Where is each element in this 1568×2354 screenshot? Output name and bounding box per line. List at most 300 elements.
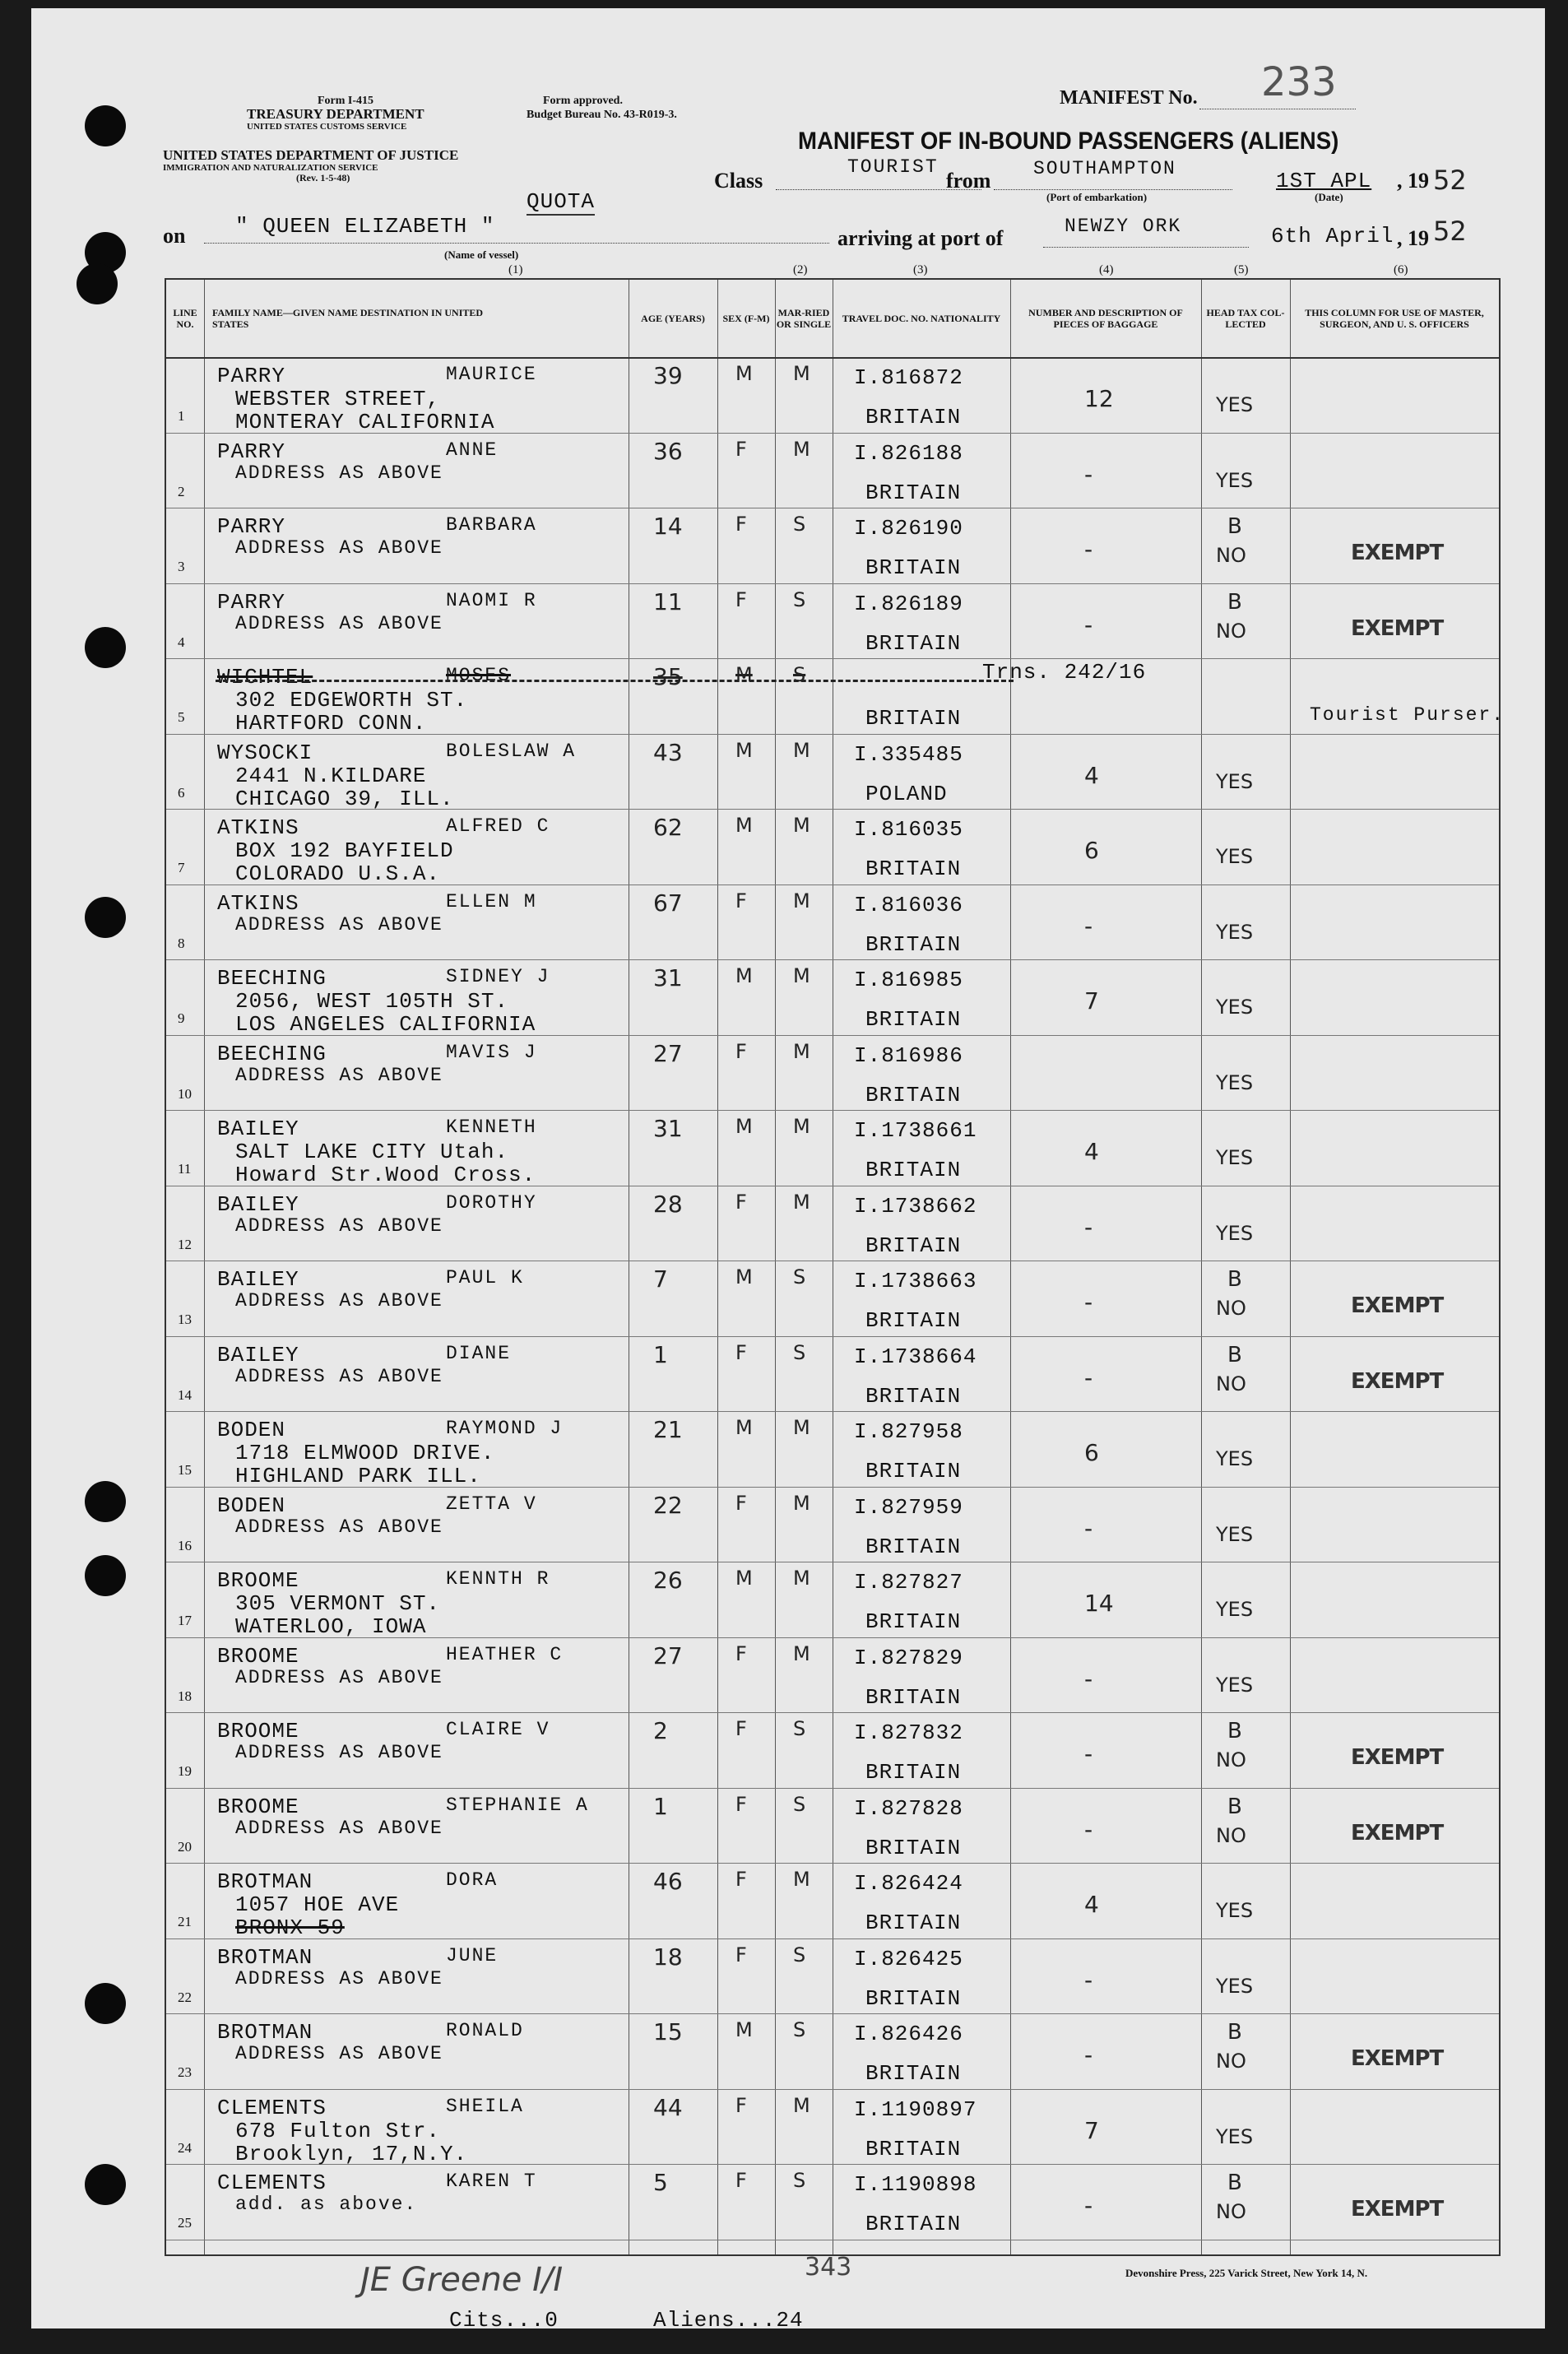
binder-hole [85, 1481, 126, 1522]
marital-status: S [793, 2018, 806, 2041]
address-line-1: ADDRESS AS ABOVE [235, 537, 443, 559]
table-row [166, 2013, 1499, 2090]
travel-doc-no: I.826190 [854, 516, 963, 541]
marital-status: M [793, 1416, 810, 1439]
surname: BROTMAN [217, 1944, 313, 1970]
manifest-title: MANIFEST OF IN-BOUND PASSENGERS (ALIENS) [798, 128, 1339, 155]
marital-status: M [793, 889, 810, 912]
nationality: BRITAIN [865, 2061, 962, 2086]
sex: F [735, 1491, 747, 1515]
baggage: 4 [1084, 1138, 1099, 1165]
binder-hole [85, 2164, 126, 2205]
arriving-field [1043, 247, 1249, 248]
given-name: MAURICE [446, 364, 537, 385]
given-name: MOSES [446, 665, 512, 686]
given-name: KENNETH [446, 1117, 537, 1138]
given-name: CLAIRE V [446, 1719, 550, 1740]
header-married: MAR-RIED OR SINGLE [775, 280, 833, 359]
surname: CLEMENTS [217, 2095, 327, 2120]
head-tax: YES [1216, 845, 1254, 868]
nationality: BRITAIN [865, 1233, 962, 1258]
surname: PARRY [217, 589, 286, 615]
age: 14 [653, 513, 683, 540]
given-name: STEPHANIE A [446, 1794, 589, 1816]
surname: ATKINS [217, 890, 299, 916]
travel-doc-no: I.826426 [854, 2022, 963, 2046]
dept-treasury-sub: UNITED STATES CUSTOMS SERVICE [247, 122, 407, 132]
sex: F [735, 2093, 747, 2117]
marital-status: S [793, 1340, 806, 1364]
table-row [166, 1562, 1499, 1638]
line-number: 8 [178, 935, 185, 951]
baggage: - [1084, 611, 1093, 638]
head-tax-mark: B [1227, 1719, 1242, 1743]
sex: F [735, 889, 747, 912]
officer-note: EXEMPT [1351, 2046, 1444, 2071]
head-tax: YES [1216, 1522, 1254, 1546]
nationality: POLAND [865, 781, 948, 806]
arrival-date: 6th April [1271, 224, 1394, 248]
nationality: BRITAIN [865, 1082, 962, 1107]
officer-note: EXEMPT [1351, 541, 1444, 565]
travel-doc-no: I.1738664 [854, 1344, 977, 1369]
given-name: DOROTHY [446, 1191, 537, 1214]
nationality: BRITAIN [865, 1459, 962, 1483]
surname: BAILEY [217, 1267, 299, 1292]
table-row [166, 508, 1499, 584]
baggage: 6 [1084, 837, 1099, 864]
surname: ATKINS [217, 815, 299, 840]
manifest-no-field [1199, 107, 1356, 109]
travel-doc-no: I.826424 [854, 1871, 963, 1896]
nationality: BRITAIN [865, 555, 962, 580]
address-line-2: WATERLOO, IOWA [235, 1614, 427, 1639]
printer-imprint: Devonshire Press, 225 Varick Street, New York 14, N. [1125, 2267, 1368, 2279]
given-name: KAREN T [446, 2171, 537, 2192]
cits-count: Cits...0 [449, 2308, 559, 2328]
surname: CLEMENTS [217, 2171, 327, 2195]
travel-doc-no: I.827829 [854, 1645, 963, 1670]
sex: M [735, 1567, 753, 1590]
travel-doc-no: I.1738663 [854, 1269, 977, 1293]
table-row [166, 2164, 1499, 2240]
binder-hole [85, 627, 126, 668]
col-number: (2) [793, 263, 808, 276]
year2-prefix: , 19 [1397, 226, 1429, 250]
baggage: - [1084, 2192, 1093, 2219]
address-line-2: Howard Str.Wood Cross. [235, 1163, 536, 1187]
address-line-1: ADDRESS AS ABOVE [235, 1290, 443, 1312]
nationality: BRITAIN [865, 1534, 962, 1559]
table-row [166, 1035, 1499, 1112]
given-name: ALFRED C [446, 815, 550, 837]
nationality: BRITAIN [865, 480, 962, 505]
age: 27 [653, 1039, 683, 1067]
address-line-1: 1057 HOE AVE [235, 1892, 400, 1917]
head-tax: YES [1216, 1598, 1254, 1621]
table-row [166, 433, 1499, 509]
line-number: 12 [178, 1236, 192, 1252]
travel-doc-no: I.816986 [854, 1042, 963, 1068]
passenger-table [165, 278, 1505, 2256]
nationality: BRITAIN [865, 2212, 962, 2236]
given-name: NAOMI R [446, 589, 537, 611]
line-number: 15 [178, 1462, 192, 1478]
baggage: - [1084, 2041, 1093, 2068]
binder-hole [85, 105, 126, 146]
nationality: BRITAIN [865, 931, 962, 957]
sex: M [735, 362, 753, 385]
date-caption: (Date) [1315, 191, 1343, 203]
line-number: 10 [178, 1085, 192, 1102]
age: 43 [653, 738, 683, 766]
port-embarkation: SOUTHAMPTON [1033, 158, 1176, 179]
travel-doc-no: I.1738662 [854, 1193, 977, 1219]
age: 11 [653, 587, 683, 615]
address-line-1: ADDRESS AS ABOVE [235, 1214, 443, 1237]
age: 35 [653, 663, 683, 690]
on-label: on [163, 224, 186, 248]
baggage: - [1084, 1966, 1093, 1994]
age: 44 [653, 2093, 683, 2121]
header-rule [166, 280, 1499, 359]
given-name: RAYMOND J [446, 1418, 564, 1439]
year2: 52 [1433, 216, 1467, 247]
age: 46 [653, 1868, 683, 1895]
table-row [166, 884, 1499, 961]
head-tax: YES [1216, 1146, 1254, 1169]
address-line-1: ADDRESS AS ABOVE [235, 1516, 443, 1538]
given-name: RONALD [446, 2020, 524, 2041]
table-row [166, 1186, 1499, 1262]
age: 31 [653, 1115, 683, 1142]
line-number: 13 [178, 1312, 192, 1327]
line-number: 21 [178, 1914, 192, 1929]
marital-status: M [793, 738, 810, 762]
surname: BAILEY [217, 1342, 299, 1367]
officer-note: EXEMPT [1351, 1745, 1444, 1770]
marital-status: M [793, 1039, 810, 1063]
sex: M [735, 964, 753, 987]
table-row [166, 583, 1499, 660]
address-line-2: Brooklyn, 17,N.Y. [235, 2141, 468, 2166]
table-row [166, 734, 1499, 810]
line-number: 2 [178, 483, 185, 499]
marital-status: M [793, 2093, 810, 2117]
marital-status: M [793, 964, 810, 987]
travel-doc-no: I.826425 [854, 1946, 963, 1971]
address-line-1: ADDRESS AS ABOVE [235, 462, 443, 484]
officer-note: Tourist Purser. [1310, 704, 1505, 726]
address-line-2: CHICAGO 39, ILL. [235, 786, 454, 811]
marital-status: M [793, 1190, 810, 1214]
line-number: 1 [178, 408, 185, 424]
travel-doc-no: I.1190897 [854, 2096, 977, 2122]
given-name: DORA [446, 1869, 499, 1891]
marital-status: M [793, 362, 810, 385]
baggage: - [1084, 912, 1093, 940]
baggage: - [1084, 536, 1093, 563]
table-row [166, 1261, 1499, 1337]
given-name: JUNE [446, 1944, 499, 1966]
col-number: (4) [1099, 263, 1114, 276]
baggage: - [1084, 1514, 1093, 1542]
nationality: BRITAIN [865, 1609, 962, 1634]
line-number: 22 [178, 1989, 192, 2005]
surname: PARRY [217, 364, 286, 388]
age: 39 [653, 362, 683, 389]
address-line-1: ADDRESS AS ABOVE [235, 1064, 443, 1086]
marital-status: M [793, 1567, 810, 1590]
address-line-1: ADDRESS AS ABOVE [235, 1365, 443, 1387]
travel-doc-no: I.1738661 [854, 1118, 977, 1143]
travel-doc-no: I.816985 [854, 968, 963, 992]
line-number: 17 [178, 1613, 192, 1628]
table-row [166, 1863, 1499, 1939]
address-line-1: ADDRESS AS ABOVE [235, 2043, 443, 2064]
port-caption: (Port of embarkation) [1046, 191, 1148, 203]
officer-note: EXEMPT [1351, 2197, 1444, 2222]
baggage: 6 [1084, 1439, 1099, 1466]
sex: M [735, 814, 753, 837]
surname: BROOME [217, 1643, 299, 1669]
sex: M [735, 663, 753, 686]
given-name: PAUL K [446, 1267, 524, 1288]
address-line-2: COLORADO U.S.A. [235, 861, 441, 886]
head-tax: YES [1216, 468, 1254, 492]
header-travel-doc: TRAVEL DOC. NO. NATIONALITY [833, 280, 1010, 359]
table-row [166, 2089, 1499, 2166]
sex: F [735, 1868, 747, 1891]
head-tax: NO [1216, 1748, 1246, 1771]
surname: BROOME [217, 1794, 299, 1819]
officer-note: EXEMPT [1351, 615, 1444, 641]
sex: M [735, 738, 753, 762]
surname: WICHTEL [217, 665, 313, 689]
binder-hole [85, 897, 126, 938]
header-sex: SEX (F-M) [717, 280, 775, 359]
age: 7 [653, 1265, 668, 1293]
address-line-1: ADDRESS AS ABOVE [235, 1967, 443, 1990]
dept-treasury: TREASURY DEPARTMENT [247, 106, 424, 122]
vessel-name: " QUEEN ELIZABETH " [235, 214, 495, 239]
marital-status: S [793, 1943, 806, 1966]
head-tax: YES [1216, 1070, 1254, 1094]
baggage: - [1084, 1815, 1093, 1843]
given-name: MAVIS J [446, 1041, 537, 1063]
address-line-1: ADDRESS AS ABOVE [235, 1742, 443, 1763]
nationality: BRITAIN [865, 2136, 962, 2161]
given-name: SHEILA [446, 2095, 524, 2117]
head-tax: NO [1216, 619, 1246, 643]
given-name: BOLESLAW A [446, 740, 577, 762]
table-row [166, 1110, 1499, 1186]
surname: BODEN [217, 1493, 286, 1518]
head-tax: YES [1216, 393, 1254, 416]
marital-status: M [793, 437, 810, 461]
address-line-1: add. as above. [235, 2194, 418, 2215]
signature-number: 343 [805, 2253, 852, 2282]
address-line-2: HIGHLAND PARK ILL. [235, 1464, 481, 1488]
age: 31 [653, 964, 683, 991]
head-tax-mark: B [1227, 1794, 1242, 1819]
age: 27 [653, 1641, 683, 1669]
travel-doc-no: I.816035 [854, 817, 963, 842]
address-line-1: BOX 192 BAYFIELD [235, 838, 454, 863]
head-tax: YES [1216, 769, 1254, 793]
sex: F [735, 513, 747, 536]
head-tax: YES [1216, 1221, 1254, 1245]
address-line-1: 678 Fulton Str. [235, 2118, 441, 2143]
col-number: (5) [1234, 263, 1249, 276]
address-line-2: HARTFORD CONN. [235, 711, 427, 736]
form-approved: Form approved. [543, 95, 623, 107]
head-tax-mark: B [1227, 1342, 1242, 1367]
surname: BROOME [217, 1568, 299, 1593]
surname: BEECHING [217, 1041, 327, 1066]
sex: F [735, 1717, 747, 1740]
budget-bureau: Budget Bureau No. 43-R019-3. [527, 109, 677, 121]
age: 28 [653, 1190, 683, 1218]
officer-note: EXEMPT [1351, 1368, 1444, 1394]
address-line-2: MONTERAY CALIFORNIA [235, 410, 495, 434]
from-label: from [946, 169, 991, 193]
table-row [166, 1712, 1499, 1789]
sex: F [735, 1340, 747, 1364]
surname: BROTMAN [217, 2020, 313, 2045]
surname: BAILEY [217, 1117, 299, 1141]
address-line-1: ADDRESS AS ABOVE [235, 612, 443, 634]
baggage: Trns. 242/16 [982, 660, 1147, 685]
head-tax: NO [1216, 1372, 1246, 1395]
sex: M [735, 1115, 753, 1138]
given-name: ELLEN M [446, 890, 537, 912]
table-row [166, 1411, 1499, 1488]
baggage: 7 [1084, 2116, 1099, 2144]
sex: F [735, 1792, 747, 1816]
age: 2 [653, 1717, 668, 1744]
sex: M [735, 2018, 753, 2041]
table-row [166, 658, 1505, 736]
sex: F [735, 587, 747, 611]
vessel-field [204, 243, 829, 244]
line-number: 23 [178, 2064, 192, 2080]
travel-doc-no: I.816872 [854, 365, 963, 390]
head-tax-mark: B [1227, 2171, 1242, 2195]
line-number: 16 [178, 1537, 192, 1553]
sex: M [735, 1265, 753, 1288]
nationality: BRITAIN [865, 405, 962, 429]
address-line-1: 2056, WEST 105TH ST. [235, 989, 509, 1014]
head-tax: NO [1216, 1823, 1246, 1847]
travel-doc-no: I.826189 [854, 591, 963, 616]
year1-prefix: , 19 [1397, 169, 1429, 193]
given-name: BARBARA [446, 514, 537, 536]
sex: F [735, 437, 747, 461]
age: 22 [653, 1491, 683, 1519]
table-row [166, 1938, 1499, 2015]
line-number: 4 [178, 634, 185, 650]
table-row [166, 809, 1499, 885]
line-number: 14 [178, 1386, 192, 1403]
travel-doc-no: I.827958 [854, 1419, 963, 1444]
surname: WYSOCKI [217, 740, 313, 765]
manifest-number: 233 [1261, 59, 1337, 105]
address-line-1: WEBSTER STREET, [235, 387, 441, 411]
head-tax: NO [1216, 2050, 1246, 2073]
col-number: (6) [1394, 263, 1408, 276]
baggage: - [1084, 1740, 1093, 1767]
marital-status: S [793, 1792, 806, 1816]
signature: JE Greene I/I [360, 2261, 564, 2299]
line-number: 20 [178, 1838, 192, 1855]
nationality: BRITAIN [865, 1007, 962, 1032]
sex: F [735, 2169, 747, 2192]
marital-status: S [793, 587, 806, 611]
vessel-caption: (Name of vessel) [444, 248, 519, 261]
table-row [166, 959, 1499, 1036]
age: 21 [653, 1416, 683, 1443]
head-tax: NO [1216, 1297, 1246, 1320]
strike-line [216, 680, 1014, 682]
sex: F [735, 1641, 747, 1665]
sex: F [735, 1943, 747, 1966]
quota-stamp: QUOTA [527, 189, 596, 214]
rev-date: (Rev. 1-5-48) [296, 172, 350, 183]
line-number: 11 [178, 1161, 192, 1177]
address-line-1: ADDRESS AS ABOVE [235, 1666, 443, 1688]
baggage: 14 [1084, 1590, 1114, 1617]
age: 15 [653, 2018, 683, 2045]
age: 18 [653, 1943, 683, 1971]
surname: BAILEY [217, 1191, 299, 1217]
baggage: - [1084, 1363, 1093, 1391]
header-officers: THIS COLUMN FOR USE OF MASTER, SURGEON, AND U. S. OFFICERS [1290, 280, 1499, 359]
given-name: KENNTH R [446, 1568, 550, 1590]
line-number: 3 [178, 559, 185, 574]
officer-note: EXEMPT [1351, 1293, 1444, 1318]
nationality: BRITAIN [865, 1835, 962, 1860]
head-tax-mark: B [1227, 514, 1242, 539]
travel-doc-no: I.1190898 [854, 2172, 977, 2197]
address-line-1: ADDRESS AS ABOVE [235, 1817, 443, 1839]
address-line-2: BRONX 59 [235, 1915, 345, 1940]
line-number: 6 [178, 784, 185, 801]
binder-hole [77, 263, 118, 304]
nationality: BRITAIN [865, 1684, 962, 1710]
travel-doc-no: I.827828 [854, 1795, 963, 1821]
head-tax: YES [1216, 1447, 1254, 1470]
sex: M [735, 1416, 753, 1439]
col-number: (1) [508, 263, 523, 276]
marital-status: M [793, 814, 810, 837]
baggage: 12 [1084, 385, 1114, 412]
table-row [166, 1788, 1499, 1864]
baggage: - [1084, 1665, 1093, 1692]
head-tax: YES [1216, 1673, 1254, 1697]
travel-doc-no: I.816036 [854, 892, 963, 917]
address-line-1: SALT LAKE CITY Utah. [235, 1140, 509, 1164]
age: 62 [653, 814, 683, 841]
header-name: FAMILY NAME—GIVEN NAME DESTINATION IN UNITED STATES [204, 280, 508, 359]
travel-doc-no: I.826188 [854, 440, 963, 466]
binder-hole [85, 1555, 126, 1596]
head-tax-mark: B [1227, 1267, 1242, 1292]
travel-doc-no: I.335485 [854, 741, 963, 767]
line-number: 18 [178, 1688, 192, 1704]
arriving-label: arriving at port of [837, 226, 1004, 250]
head-tax-mark: B [1227, 2020, 1242, 2045]
